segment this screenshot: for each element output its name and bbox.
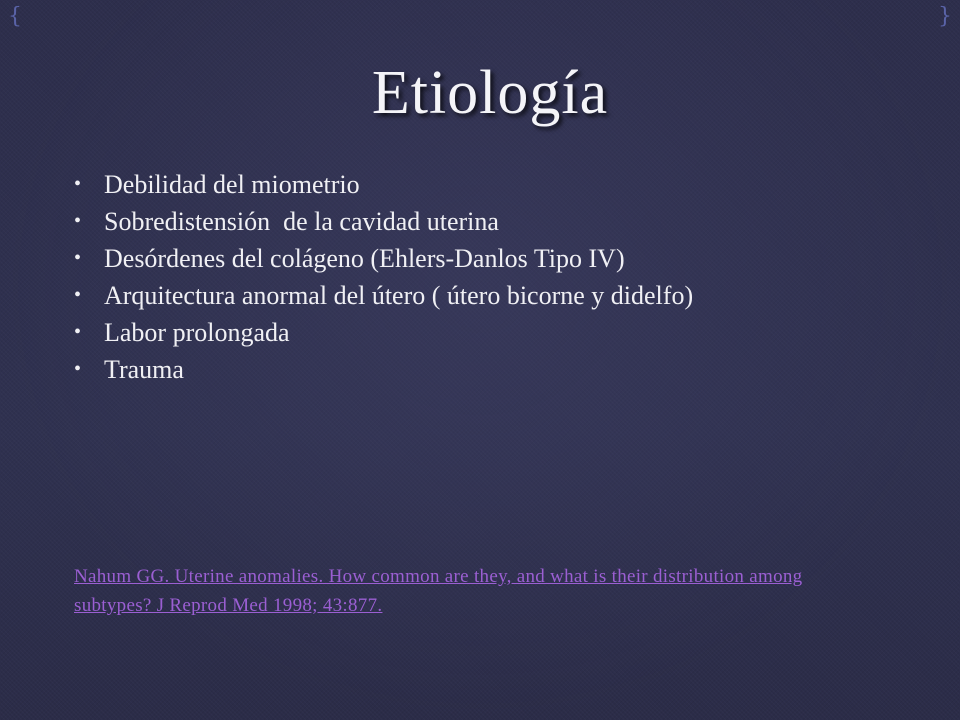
bullet-icon: • <box>74 321 82 343</box>
bullet-text: Trauma <box>104 355 184 384</box>
bullet-icon: • <box>74 210 82 232</box>
bullet-icon: • <box>74 173 82 195</box>
bullet-item <box>74 351 834 388</box>
bullet-text: Sobredistensión de la cavidad uterina <box>104 207 499 236</box>
bullet-list <box>74 166 834 388</box>
left-brace-decoration: { <box>8 4 22 29</box>
reference-link[interactable]: Nahum GG. Uterine anomalies. How common are they, and what is their distribution among subtypes? J Reprod Med 1998; 43:877. <box>74 566 803 616</box>
slide-title: Etiología <box>371 59 609 127</box>
bullet-icon: • <box>74 247 82 269</box>
bullet-text: Desórdenes del colágeno (Ehlers-Danlos Tipo IV) <box>104 244 625 273</box>
bullet-item <box>74 203 834 240</box>
bullet-icon: • <box>74 358 82 380</box>
bullet-item <box>74 277 834 314</box>
bullet-item <box>74 240 834 277</box>
bullet-item <box>74 314 834 351</box>
right-brace-decoration: } <box>938 4 952 29</box>
bullet-icon: • <box>74 284 82 306</box>
bullet-text: Arquitectura anormal del útero ( útero bicorne y didelfo) <box>104 281 694 310</box>
bullet-text: Labor prolongada <box>104 318 290 347</box>
bullet-text: Debilidad del miometrio <box>104 170 360 199</box>
bullet-item <box>74 166 834 203</box>
